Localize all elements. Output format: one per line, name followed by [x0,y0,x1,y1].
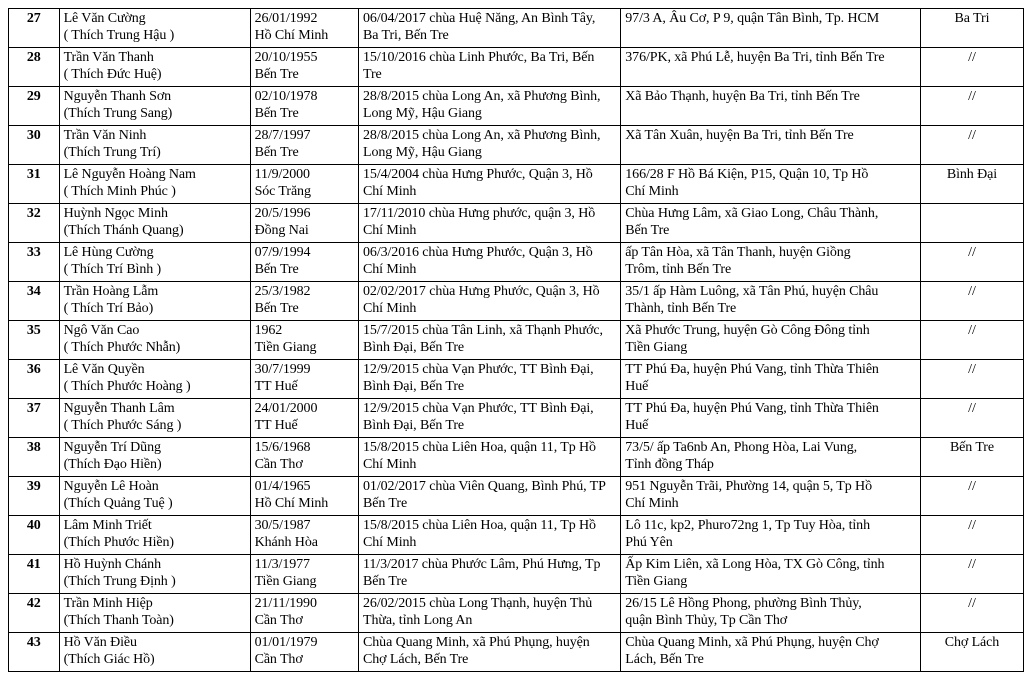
ordination-line-1: 15/7/2015 chùa Tân Linh, xã Thạnh Phước, [363,323,603,338]
birth-cell [250,438,358,477]
birthplace: Đồng Nai [254,223,309,238]
ordination-cell [359,516,621,555]
table-row [9,48,1024,87]
ordination-line-2: Chí Minh [363,535,417,550]
address-cell [621,477,921,516]
birthplace: TT Huế [254,418,298,433]
lay-name: Nguyễn Lê Hoàn [63,479,159,494]
name-cell [59,321,250,360]
name-cell [59,165,250,204]
ordination-line-1: 15/8/2015 chùa Liên Hoa, quận 11, Tp Hồ [363,518,596,533]
address-line-2: Tiền Giang [625,574,688,589]
table-row [9,321,1024,360]
birth-cell [250,360,358,399]
ordination-line-1: 01/02/2017 chùa Viên Quang, Bình Phú, TP [363,479,606,494]
row-number-cell: 27 [9,9,60,48]
birth-date: 11/3/1977 [254,557,310,572]
dharma-name: ( Thích Trí Bình ) [63,262,162,277]
address-cell [621,282,921,321]
ordination-line-1: 15/4/2004 chùa Hưng Phước, Quận 3, Hồ [363,167,593,182]
birth-date: 15/6/1968 [254,440,311,455]
ordination-line-1: 28/8/2015 chùa Long An, xã Phương Bình, [363,89,601,104]
row-number-cell: 31 [9,165,60,204]
address-line-1: Ấp Kim Liên, xã Long Hòa, TX Gò Công, tỉnh [625,557,885,572]
birthplace: Sóc Trăng [254,184,311,199]
table-row [9,633,1024,672]
note-cell: // [920,555,1023,594]
note-cell: Bình Đại [920,165,1023,204]
row-number-cell: 29 [9,87,60,126]
birth-date: 20/5/1996 [254,206,311,221]
dharma-name: ( Thích Phước Nhẫn) [63,340,181,355]
birth-cell [250,555,358,594]
ordination-line-2: Ba Tri, Bến Tre [363,28,449,43]
ordination-line-2: Bến Tre [363,574,408,589]
birth-date: 01/4/1965 [254,479,311,494]
table-row [9,516,1024,555]
row-number-cell: 36 [9,360,60,399]
note-cell: // [920,321,1023,360]
note-cell: // [920,243,1023,282]
row-number-cell: 28 [9,48,60,87]
birth-cell [250,282,358,321]
ordination-cell [359,360,621,399]
ordination-line-1: 15/8/2015 chùa Liên Hoa, quận 11, Tp Hồ [363,440,596,455]
address-line-1: 97/3 A, Âu Cơ, P 9, quận Tân Bình, Tp. HCM [625,11,880,26]
table-row [9,204,1024,243]
row-number-cell: 39 [9,477,60,516]
dharma-name: ( Thích Trí Bảo) [63,301,154,316]
lay-name: Trần Văn Thanh [63,50,154,65]
name-cell [59,555,250,594]
address-line-1: Chùa Hưng Lâm, xã Giao Long, Châu Thành, [625,206,879,221]
ordination-line-2: Chí Minh [363,262,417,277]
ordination-cell [359,399,621,438]
birthplace: Cần Thơ [254,652,303,667]
lay-name: Hồ Văn Điều [63,635,137,650]
ordination-cell [359,594,621,633]
birth-date: 26/01/1992 [254,11,318,26]
address-line-2: Tỉnh đồng Tháp [625,457,714,472]
note-cell: // [920,399,1023,438]
table-row [9,399,1024,438]
ordination-line-1: Chùa Quang Minh, xã Phú Phụng, huyện [363,635,590,650]
lay-name: Lê Nguyễn Hoàng Nam [63,167,196,182]
address-line-2: Huế [625,379,649,394]
lay-name: Lê Văn Cường [63,11,146,26]
table-row [9,126,1024,165]
ordination-cell [359,204,621,243]
address-line-2: quận Bình Thủy, Tp Cần Thơ [625,613,788,628]
birthplace: Bến Tre [254,301,299,316]
address-line-1: 26/15 Lê Hồng Phong, phường Bình Thủy, [625,596,862,611]
lay-name: Nguyễn Thanh Lâm [63,401,175,416]
birth-date: 28/7/1997 [254,128,311,143]
note-cell: // [920,87,1023,126]
address-cell [621,594,921,633]
address-line-1: Chùa Quang Minh, xã Phú Phụng, huyện Chợ [625,635,879,650]
ordination-cell [359,321,621,360]
name-cell [59,438,250,477]
dharma-name: ( Thích Trung Hậu ) [63,28,175,43]
dharma-name: (Thích Trung Sang) [63,106,173,121]
birth-date: 30/7/1999 [254,362,311,377]
ordination-line-1: 26/02/2015 chùa Long Thạnh, huyện Thủ [363,596,593,611]
address-cell [621,438,921,477]
row-number-cell: 35 [9,321,60,360]
address-line-1: 166/28 F Hồ Bá Kiện, P15, Quận 10, Tp Hồ [625,167,869,182]
name-cell [59,516,250,555]
address-cell [621,204,921,243]
note-cell: // [920,48,1023,87]
birthplace: Bến Tre [254,262,299,277]
ordination-line-2: Long Mỹ, Hậu Giang [363,106,482,121]
lay-name: Nguyễn Trí Dũng [63,440,161,455]
address-line-2: Huế [625,418,649,433]
address-line-2: Chí Minh [625,184,679,199]
birthplace: Bến Tre [254,145,299,160]
ordination-line-2: Bến Tre [363,496,408,511]
address-line-2: Lách, Bến Tre [625,652,704,667]
birth-date: 07/9/1994 [254,245,311,260]
table-row [9,9,1024,48]
table-row [9,243,1024,282]
lay-name: Lâm Minh Triết [63,518,152,533]
name-cell [59,633,250,672]
address-line-1: 951 Nguyễn Trãi, Phường 14, quận 5, Tp Hồ [625,479,872,494]
birth-date: 21/11/1990 [254,596,317,611]
table-row [9,360,1024,399]
dharma-name: (Thích Đạo Hiền) [63,457,162,472]
row-number-cell: 41 [9,555,60,594]
birth-cell [250,165,358,204]
table-row [9,555,1024,594]
address-line-2: Chí Minh [625,496,679,511]
address-line-1: ấp Tân Hòa, xã Tân Thanh, huyện Giồng [625,245,851,260]
table-row [9,438,1024,477]
ordination-cell [359,282,621,321]
birth-date: 1962 [254,323,283,338]
birthplace: Khánh Hòa [254,535,318,550]
row-number-cell: 38 [9,438,60,477]
address-line-1: TT Phú Đa, huyện Phú Vang, tỉnh Thừa Thiên [625,401,879,416]
birthplace: Hồ Chí Minh [254,496,329,511]
address-cell [621,126,921,165]
ordination-line-1: 06/3/2016 chùa Hưng Phước, Quận 3, Hồ [363,245,593,260]
name-cell [59,9,250,48]
address-line-1: 35/1 ấp Hàm Luông, xã Tân Phú, huyện Châu [625,284,879,299]
ordination-line-1: 06/04/2017 chùa Huệ Năng, An Bình Tây, [363,11,596,26]
address-cell [621,9,921,48]
birthplace: Tiền Giang [254,574,317,589]
birthplace: Bến Tre [254,106,299,121]
name-cell [59,477,250,516]
row-number-cell: 30 [9,126,60,165]
table-row [9,87,1024,126]
name-cell [59,282,250,321]
note-cell: // [920,594,1023,633]
ordination-line-1: 12/9/2015 chùa Vạn Phước, TT Bình Đại, [363,401,594,416]
birth-cell [250,477,358,516]
ordination-line-2: Bình Đại, Bến Tre [363,418,465,433]
dharma-name: ( Thích Phước Hoàng ) [63,379,191,394]
ordination-line-2: Thừa, tỉnh Long An [363,613,473,628]
table-row [9,477,1024,516]
name-cell [59,243,250,282]
address-line-1: 73/5/ ấp Ta6nb An, Phong Hòa, Lai Vung, [625,440,858,455]
name-cell [59,87,250,126]
birthplace: Cần Thơ [254,613,303,628]
birth-cell [250,243,358,282]
birthplace: Hồ Chí Minh [254,28,329,43]
lay-name: Lê Hùng Cường [63,245,154,260]
ordination-line-1: 02/02/2017 chùa Hưng Phước, Quận 3, Hồ [363,284,600,299]
address-cell [621,360,921,399]
ordination-line-2: Chợ Lách, Bến Tre [363,652,469,667]
table-row [9,594,1024,633]
ordination-cell [359,9,621,48]
ordination-cell [359,48,621,87]
ordination-cell [359,126,621,165]
ordination-line-2: Chí Minh [363,457,417,472]
birth-cell [250,48,358,87]
address-line-2: Thành, tỉnh Bến Tre [625,301,737,316]
note-cell: // [920,477,1023,516]
birth-date: 11/9/2000 [254,167,310,182]
ordination-line-2: Chí Minh [363,301,417,316]
birth-cell [250,9,358,48]
lay-name: Trần Văn Ninh [63,128,147,143]
address-line-1: 376/PK, xã Phú Lễ, huyện Ba Tri, tỉnh Bến Tre [625,50,885,65]
birth-date: 30/5/1987 [254,518,311,533]
name-cell [59,48,250,87]
address-line-2: Bến Tre [625,223,670,238]
note-cell: // [920,360,1023,399]
ordination-cell [359,165,621,204]
address-cell [621,165,921,204]
birth-cell [250,633,358,672]
lay-name: Huỳnh Ngọc Minh [63,206,168,221]
birth-cell [250,399,358,438]
birth-date: 01/01/1979 [254,635,318,650]
dharma-name: (Thích Trung Trí) [63,145,161,160]
ordination-line-2: Bình Đại, Bến Tre [363,379,465,394]
row-number-cell: 34 [9,282,60,321]
dharma-name: ( Thích Phước Sáng ) [63,418,182,433]
row-number-cell: 32 [9,204,60,243]
birthplace: Bến Tre [254,67,299,82]
address-line-1: Lô 11c, kp2, Phuro72ng 1, Tp Tuy Hòa, tỉnh [625,518,870,533]
ordination-cell [359,555,621,594]
ordination-line-2: Chí Minh [363,184,417,199]
address-cell [621,48,921,87]
ordination-cell [359,87,621,126]
name-cell [59,204,250,243]
note-cell: // [920,282,1023,321]
address-cell [621,243,921,282]
ordination-cell [359,633,621,672]
lay-name: Trần Hoàng Lẫm [63,284,159,299]
ordination-cell [359,477,621,516]
address-cell [621,555,921,594]
birth-date: 24/01/2000 [254,401,318,416]
birthplace: Cần Thơ [254,457,303,472]
birthplace: TT Huế [254,379,298,394]
birth-cell [250,204,358,243]
lay-name: Nguyễn Thanh Sơn [63,89,172,104]
address-cell [621,321,921,360]
name-cell [59,399,250,438]
table-row [9,282,1024,321]
address-cell [621,633,921,672]
dharma-name: (Thích Thánh Quang) [63,223,184,238]
address-cell [621,87,921,126]
dharma-name: (Thích Thanh Toàn) [63,613,174,628]
table-row [9,165,1024,204]
ordination-line-2: Chí Minh [363,223,417,238]
address-line-2: Phú Yên [625,535,673,550]
birth-cell [250,321,358,360]
note-cell: Bến Tre [920,438,1023,477]
ordination-line-1: 28/8/2015 chùa Long An, xã Phương Bình, [363,128,601,143]
address-cell [621,516,921,555]
row-number-cell: 37 [9,399,60,438]
ordination-line-1: 15/10/2016 chùa Linh Phước, Ba Tri, Bến [363,50,595,65]
note-cell: // [920,516,1023,555]
name-cell [59,594,250,633]
ordination-line-2: Bình Đại, Bến Tre [363,340,465,355]
birth-cell [250,594,358,633]
lay-name: Lê Văn Quyền [63,362,145,377]
ordination-cell [359,243,621,282]
ordination-line-2: Long Mỹ, Hậu Giang [363,145,482,160]
address-line-1: TT Phú Đa, huyện Phú Vang, tỉnh Thừa Thiên [625,362,879,377]
birth-date: 02/10/1978 [254,89,318,104]
dharma-name: (Thích Phước Hiền) [63,535,174,550]
dharma-name: ( Thích Đức Huệ) [63,67,162,82]
dharma-name: (Thích Giác Hồ) [63,652,155,667]
birth-cell [250,516,358,555]
note-cell [920,204,1023,243]
address-line-2: Trôm, tỉnh Bến Tre [625,262,732,277]
monk-roster-table [8,8,1024,672]
address-line-1: Xã Bảo Thạnh, huyện Ba Tri, tỉnh Bến Tre [625,89,860,104]
ordination-line-1: 12/9/2015 chùa Vạn Phước, TT Bình Đại, [363,362,594,377]
lay-name: Ngô Văn Cao [63,323,140,338]
lay-name: Trần Minh Hiệp [63,596,153,611]
name-cell [59,126,250,165]
dharma-name: (Thích Trung Định ) [63,574,176,589]
note-cell: Ba Tri [920,9,1023,48]
row-number-cell: 43 [9,633,60,672]
lay-name: Hồ Huỳnh Chánh [63,557,161,572]
birth-cell [250,126,358,165]
name-cell [59,360,250,399]
ordination-line-2: Tre [363,67,382,82]
address-line-1: Xã Phước Trung, huyện Gò Công Đông tỉnh [625,323,870,338]
birth-date: 20/10/1955 [254,50,318,65]
roster-table-body [9,9,1024,672]
note-cell: // [920,126,1023,165]
address-line-1: Xã Tân Xuân, huyện Ba Tri, tỉnh Bến Tre [625,128,854,143]
row-number-cell: 40 [9,516,60,555]
birth-date: 25/3/1982 [254,284,311,299]
address-line-2: Tiền Giang [625,340,688,355]
dharma-name: (Thích Quảng Tuệ ) [63,496,173,511]
dharma-name: ( Thích Minh Phúc ) [63,184,176,199]
note-cell: Chợ Lách [920,633,1023,672]
row-number-cell: 33 [9,243,60,282]
ordination-line-1: 17/11/2010 chùa Hưng phước, quận 3, Hồ [363,206,596,221]
ordination-cell [359,438,621,477]
birthplace: Tiền Giang [254,340,317,355]
address-cell [621,399,921,438]
row-number-cell: 42 [9,594,60,633]
ordination-line-1: 11/3/2017 chùa Phước Lâm, Phú Hưng, Tp [363,557,601,572]
birth-cell [250,87,358,126]
